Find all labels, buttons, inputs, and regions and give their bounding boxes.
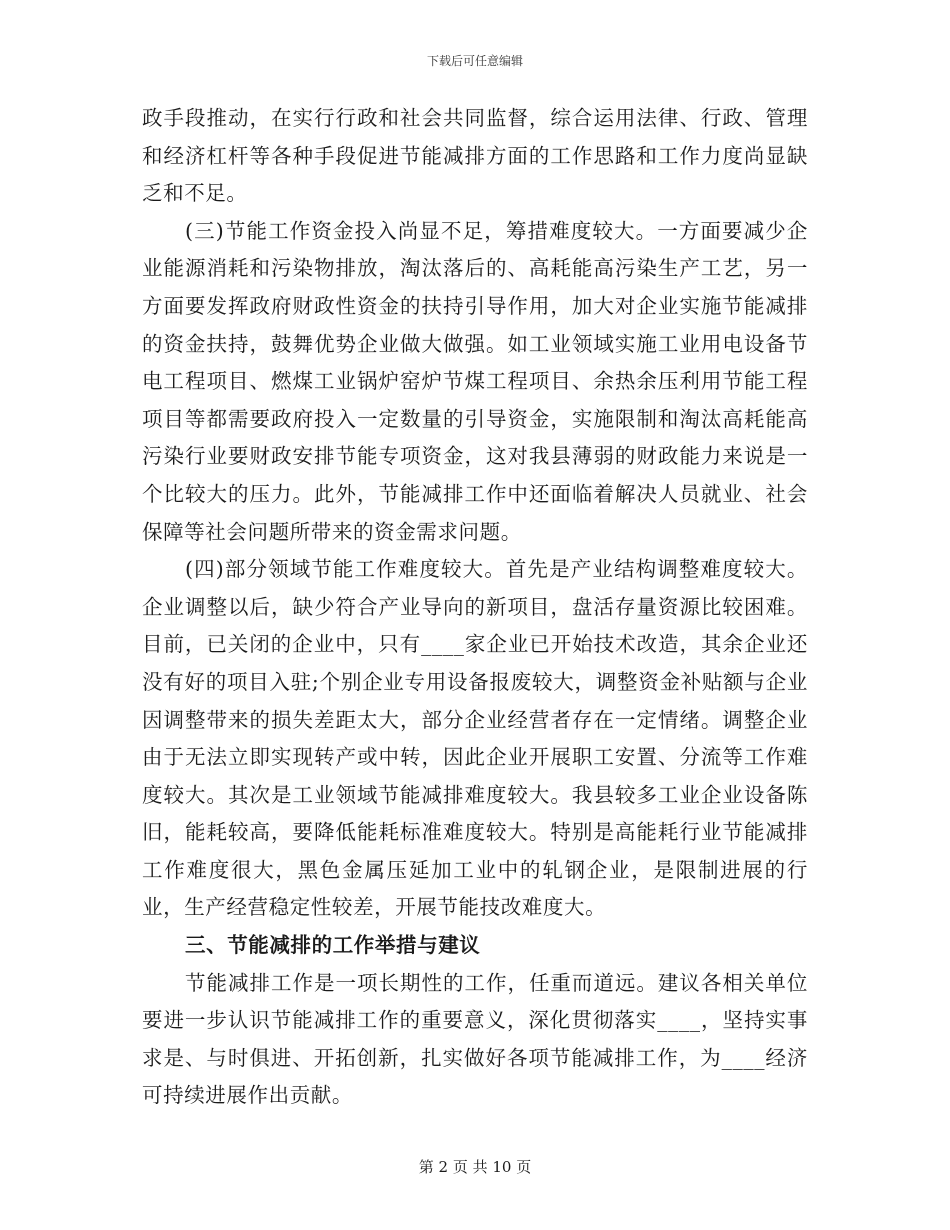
paragraph-difficulty: (四)部分领域节能工作难度较大。首先是产业结构调整难度较大。企业调整以后，缺少符合产业导向的新项目，盘活存量资源比较困难。目前，已关闭的企业中，只有____家企业已开始技术改造，其余企业还没有好的项目入驻;个别企业专用设备报废较大，调整资金补贴额与企业因调整带来的损失差距太大，部分企业经营者存在一定情绪。调整企业由于无法立即实现转产或中转，因此企业开展职工安置、分流等工作难度较大。其次是工业领域节能减排难度较大。我县较多工业企业设备陈旧，能耗较高，要降低能耗标准难度较大。特别是高能耗行业节能减排工作难度很大，黑色金属压延加工业中的轧钢企业，是限制进展的行业，生产经营稳定性较差，开展节能技改难度大。 <box>142 557 808 920</box>
document-body <box>142 100 808 1115</box>
section-heading-measures: 三、节能减排的工作举措与建议 <box>185 933 481 958</box>
page-header: 下载后可任意编辑 <box>426 54 523 68</box>
paragraph-continuation: 政手段推动，在实行行政和社会共同监督，综合运用法律、行政、管理和经济杠杆等各种手段促进节能减排方面的工作思路和工作力度尚显缺乏和不足。 <box>142 106 808 206</box>
page-footer: 第 2 页 共 10 页 <box>418 1158 532 1176</box>
paragraph-funding: (三)节能工作资金投入尚显不足，筹措难度较大。一方面要减少企业能源消耗和污染物排放，淘汰落后的、高耗能高污染生产工艺，另一方面要发挥政府财政性资金的扶持引导作用，加大对企业实施节能减排的资金扶持，鼓舞优势企业做大做强。如工业领域实施工业用电设备节电工程项目、燃煤工业锅炉窑炉节煤工程项目、余热余压利用节能工程项目等都需要政府投入一定数量的引导资金，实施限制和淘汰高耗能高污染行业要财政安排节能专项资金，这对我县薄弱的财政能力来说是一个比较大的压力。此外，节能减排工作中还面临着解决人员就业、社会保障等社会问题所带来的资金需求问题。 <box>142 218 808 544</box>
paragraph-suggestions: 节能减排工作是一项长期性的工作，任重而道远。建议各相关单位要进一步认识节能减排工作的重要意义，深化贯彻落实____，坚持实事求是、与时俱进、开拓创新，扎实做好各项节能减排工作，为____经济可持续进展作出贡献。 <box>142 970 808 1108</box>
